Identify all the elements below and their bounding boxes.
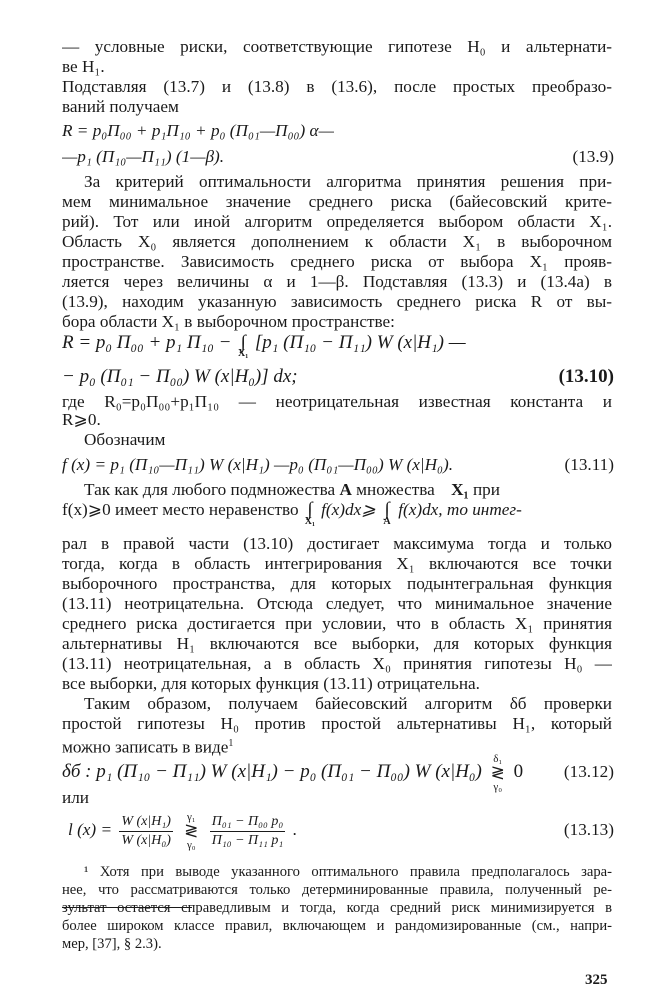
text-line: ве H₁. bbox=[62, 57, 105, 76]
integral-sign: ∫ X₁ bbox=[304, 500, 315, 527]
equation-number: (13.10) bbox=[558, 366, 614, 387]
text-line: бора области X₁ в выборочном пространстве: bbox=[62, 312, 395, 331]
equation-number: (13.12) bbox=[563, 762, 614, 781]
text-line: Таким образом, получаем байесовский алгоритм δб проверки bbox=[84, 694, 612, 713]
text-line: выборочного пространства, для которых подынтегральная функция bbox=[62, 574, 612, 593]
text-line: R⩾0. bbox=[62, 410, 101, 429]
footnote-line: нее, что рассматриваются только детерминированные правила, полученный ре- bbox=[62, 882, 612, 898]
footnote-marker: 1 bbox=[228, 738, 234, 749]
equation-number: (13.9) bbox=[572, 147, 614, 166]
text-line: все выборки, для которых функция (13.11) отрицательна. bbox=[62, 674, 480, 693]
text-line: ваний получаем bbox=[62, 97, 179, 116]
equation-13-10-line2: − p₀ (Π₀₁ − Π₀₀) W (x|H₀)] dx; (13.10) bbox=[62, 366, 614, 387]
page-number: 325 bbox=[585, 972, 608, 988]
text-line: (13.9), находим указанную зависимость среднего риска R от вы- bbox=[62, 292, 612, 311]
text-line: Подставляя (13.7) и (13.8) в (13.6), после простых преобразо- bbox=[62, 77, 612, 96]
text-line-with-integrals: f(x)⩾0 имеет место неравенство ∫ X₁ f(x)dx⩾ ∫ A f(x)dx, то интег- bbox=[62, 500, 522, 527]
text-line: Так как для любого подмножества A множества X₁ при bbox=[84, 480, 500, 499]
text-line: где R₀=p₀Π₀₀+p₁Π₁₀ — неотрицательная известная константа и bbox=[62, 392, 612, 411]
text-line: среднего риска достигается при условии, что в область X₁ принятия bbox=[62, 614, 612, 633]
text-line: — условные риски, соответствующие гипотезе H₀ и альтернати- bbox=[62, 37, 612, 56]
text-line: (13.11) неотрицательная, а в область X₀ принятия гипотезы H₀ — bbox=[62, 654, 612, 673]
text-line: альтернативы H₁ включаются все выборки, для которых функция bbox=[62, 634, 612, 653]
text-line: Обозначим bbox=[84, 430, 166, 449]
equation-13-9-line2: —p₁ (Π₁₀—Π₁₁) (1—β). (13.9) bbox=[62, 147, 614, 166]
text-line: рий). Тот или иной алгоритм определяется выбором области X₁. bbox=[62, 212, 612, 231]
footnote-line: мер, [37], § 2.3). bbox=[62, 936, 162, 952]
text-line: рал в правой части (13.10) достигает максимума тогда и только bbox=[62, 534, 612, 553]
footnote-line: ¹ Хотя при выводе указанного оптимального правила предполагалось зара- bbox=[84, 864, 612, 880]
footnote-line: зультат остается справедливым и тогда, когда средний риск минимизируется в bbox=[62, 900, 612, 916]
text-line: простой гипотезы H₀ против простой альтернативы H₁, который bbox=[62, 714, 612, 733]
equation-13-9-line1: R = p₀Π₀₀ + p₁Π₁₀ + p₀ (Π₀₁—Π₀₀) α— bbox=[62, 121, 334, 140]
text-line: ляется через величины α и 1—β. Подставляя (13.3) и (13.4а) в bbox=[62, 272, 612, 291]
equation-13-13: l (x) = $\frac{\text{W (x|H₁)}}{\text{W (x|H₀)}}$ γ₁ ≷ γ₀ $\frac{\text{Π₀₁ − Π₀₀ p₀}}{\text{Π₁₀ − Π₁₁ p₁}}$ . (13.13) bbox=[62, 806, 614, 854]
footnote-line: более широком классе правил, включающем и рандомизированные (см., напри- bbox=[62, 918, 612, 934]
integral-sign: ∫ A bbox=[383, 500, 391, 527]
text-line: мем минимальное значение среднего риска (байесовский крите- bbox=[62, 192, 612, 211]
integral-sign: ∫ X₁ bbox=[238, 332, 249, 359]
equation-number: (13.11) bbox=[564, 455, 614, 474]
text-line: или bbox=[62, 788, 89, 807]
text-line: Область X₀ является дополнением к области X₁ в выборочном bbox=[62, 232, 612, 251]
text-line: За критерий оптимальности алгоритма принятия решения при- bbox=[84, 172, 612, 191]
equation-number: (13.13) bbox=[563, 820, 614, 839]
text-line: тогда, когда в область интегрирования X₁ включаются все точки bbox=[62, 554, 612, 573]
equation-13-10-line1: R = p₀ Π₀₀ + p₁ Π₁₀ − ∫ X₁ [p₁ (Π₁₀ − Π₁₁) W (x|H₁) — bbox=[62, 332, 466, 359]
equation-13-12: δб : p₁ (Π₁₀ − Π₁₁) W (x|H₁) − p₀ (Π₀₁ − Π₀₀) W (x|H₀) δ₁ ≷ γ₀ 0 (13.12) bbox=[62, 750, 614, 794]
equation-13-11: f (x) = p₁ (Π₁₀—Π₁₁) W (x|H₁) —p₀ (Π₀₁—Π₀₀) W (x|H₀). (13.11) bbox=[62, 455, 614, 474]
text-line: можно записать в виде$^1$ bbox=[62, 737, 234, 757]
text-line: пространстве. Зависимость среднего риска от выбора X₁ прояв- bbox=[62, 252, 612, 271]
text-line: (13.11) неотрицательна. Отсюда следует, что минимальное значение bbox=[62, 594, 612, 613]
